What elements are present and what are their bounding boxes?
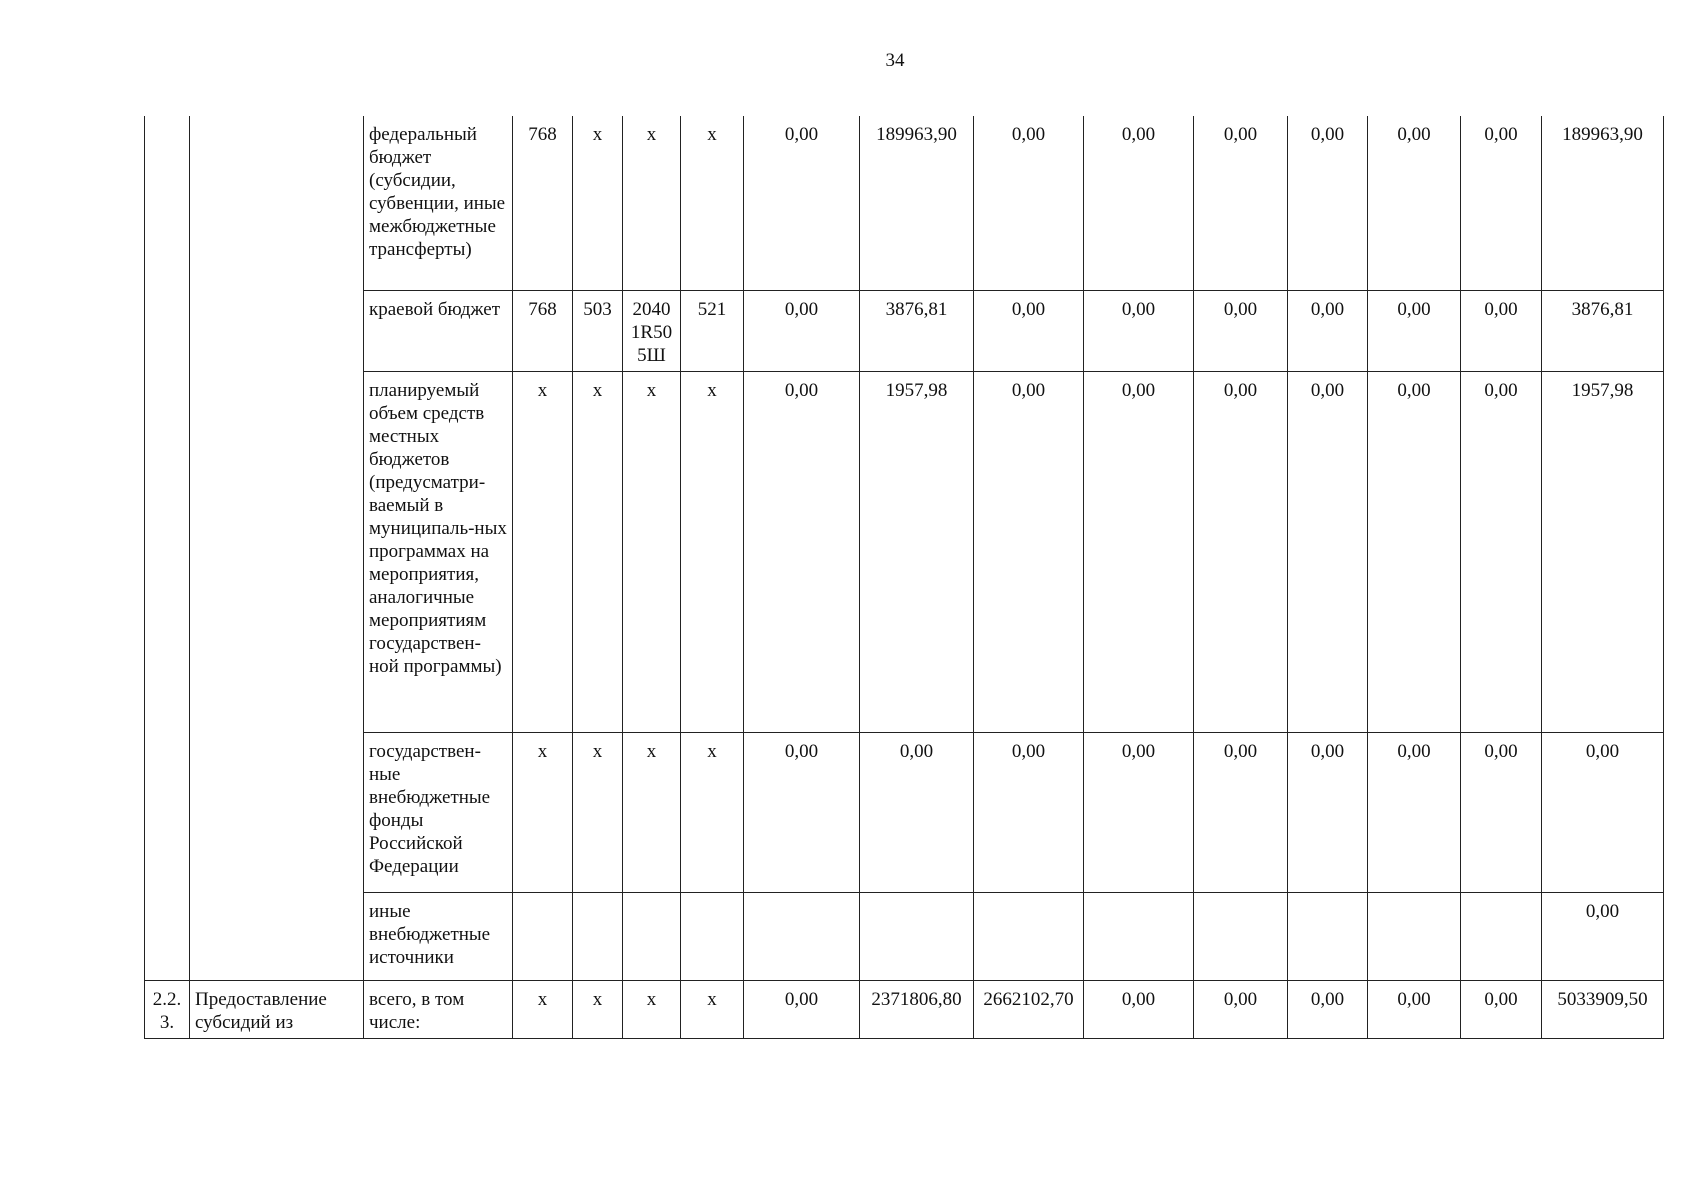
budget-code-cell: 521 — [681, 290, 744, 371]
amount-cell: 0,00 — [1194, 116, 1288, 290]
budget-code-cell: x — [623, 116, 681, 290]
amount-cell — [860, 892, 974, 980]
funding-source-cell: краевой бюджет — [364, 290, 513, 371]
measure-name-cell — [190, 732, 364, 892]
table-row — [145, 290, 1664, 371]
amount-cell: 0,00 — [1288, 116, 1368, 290]
funding-source-cell: планируемый объем средств местных бюджетов (предусматри-ваемый в муниципаль-ных программах на мероприятия, аналогичные мероприятиям государствен-ной программы) — [364, 371, 513, 732]
amount-cell: 0,00 — [1288, 980, 1368, 1038]
total-value-cell: 0,00 — [1542, 732, 1664, 892]
total-value-cell: 1957,98 — [1542, 371, 1664, 732]
measure-name-cell — [190, 892, 364, 980]
measure-name-cell — [190, 290, 364, 371]
amount-cell — [974, 892, 1084, 980]
table-row — [145, 892, 1664, 980]
amount-cell: 0,00 — [974, 290, 1084, 371]
row-number-cell — [145, 116, 190, 290]
funding-source-cell: государствен-ные внебюджетные фонды Российской Федерации — [364, 732, 513, 892]
amount-cell: 2371806,80 — [860, 980, 974, 1038]
table-row — [145, 732, 1664, 892]
amount-cell: 0,00 — [1288, 290, 1368, 371]
amount-cell: 189963,90 — [860, 116, 974, 290]
funding-source-cell: иные внебюджетные источники — [364, 892, 513, 980]
row-number-cell — [145, 371, 190, 732]
total-value-cell: 189963,90 — [1542, 116, 1664, 290]
budget-table — [144, 116, 1664, 1039]
table-row — [145, 371, 1664, 732]
amount-cell — [1288, 892, 1368, 980]
amount-cell: 0,00 — [974, 116, 1084, 290]
amount-cell: 0,00 — [1368, 732, 1461, 892]
amount-cell — [1368, 892, 1461, 980]
amount-cell: 0,00 — [1084, 732, 1194, 892]
row-number-cell: 2.2. 3. — [145, 980, 190, 1038]
budget-code-cell — [623, 892, 681, 980]
amount-cell: 2662102,70 — [974, 980, 1084, 1038]
amount-cell: 0,00 — [1368, 980, 1461, 1038]
total-value-cell: 0,00 — [1542, 892, 1664, 980]
amount-cell: 0,00 — [974, 732, 1084, 892]
amount-cell: 0,00 — [1194, 371, 1288, 732]
amount-cell: 0,00 — [744, 732, 860, 892]
total-value-cell: 5033909,50 — [1542, 980, 1664, 1038]
amount-cell: 0,00 — [1368, 290, 1461, 371]
budget-code-cell: x — [681, 732, 744, 892]
budget-code-cell: 768 — [513, 290, 573, 371]
amount-cell: 0,00 — [1461, 371, 1542, 732]
budget-code-cell: x — [573, 371, 623, 732]
amount-cell — [1084, 892, 1194, 980]
budget-code-cell: x — [513, 371, 573, 732]
amount-cell: 0,00 — [1461, 732, 1542, 892]
amount-cell: 1957,98 — [860, 371, 974, 732]
amount-cell: 0,00 — [744, 371, 860, 732]
amount-cell: 0,00 — [1194, 290, 1288, 371]
amount-cell: 0,00 — [1368, 116, 1461, 290]
amount-cell: 0,00 — [1194, 732, 1288, 892]
budget-code-cell: x — [573, 980, 623, 1038]
amount-cell: 0,00 — [744, 290, 860, 371]
amount-cell: 0,00 — [1461, 980, 1542, 1038]
budget-code-cell — [573, 892, 623, 980]
amount-cell: 0,00 — [1288, 732, 1368, 892]
table-row — [145, 116, 1664, 290]
budget-code-cell: x — [513, 980, 573, 1038]
amount-cell: 3876,81 — [860, 290, 974, 371]
budget-code-cell: 503 — [573, 290, 623, 371]
budget-code-cell: 2040 1R50 5Ш — [623, 290, 681, 371]
budget-code-cell: x — [573, 116, 623, 290]
row-number-cell — [145, 892, 190, 980]
amount-cell: 0,00 — [1084, 980, 1194, 1038]
table-body — [145, 116, 1664, 1038]
amount-cell: 0,00 — [974, 371, 1084, 732]
budget-code-cell: x — [513, 732, 573, 892]
budget-code-cell — [681, 892, 744, 980]
amount-cell: 0,00 — [1461, 116, 1542, 290]
funding-source-cell: федеральный бюджет (субсидии, субвенции, иные межбюджетные трансферты) — [364, 116, 513, 290]
budget-code-cell: x — [623, 732, 681, 892]
budget-code-cell: x — [681, 980, 744, 1038]
amount-cell: 0,00 — [1461, 290, 1542, 371]
page-number: 34 — [885, 50, 905, 71]
row-number-cell — [145, 290, 190, 371]
budget-code-cell: x — [573, 732, 623, 892]
amount-cell: 0,00 — [1368, 371, 1461, 732]
budget-code-cell: 768 — [513, 116, 573, 290]
amount-cell: 0,00 — [744, 980, 860, 1038]
amount-cell: 0,00 — [1288, 371, 1368, 732]
budget-code-cell: x — [681, 116, 744, 290]
budget-code-cell: x — [623, 980, 681, 1038]
measure-name-cell: Предоставление субсидий из — [190, 980, 364, 1038]
table-row — [145, 980, 1664, 1038]
measure-name-cell — [190, 116, 364, 290]
amount-cell: 0,00 — [1084, 290, 1194, 371]
amount-cell: 0,00 — [860, 732, 974, 892]
amount-cell — [1461, 892, 1542, 980]
row-number-cell — [145, 732, 190, 892]
total-value-cell: 3876,81 — [1542, 290, 1664, 371]
measure-name-cell — [190, 371, 364, 732]
amount-cell: 0,00 — [744, 116, 860, 290]
funding-source-cell: всего, в том числе: — [364, 980, 513, 1038]
amount-cell: 0,00 — [1084, 116, 1194, 290]
amount-cell: 0,00 — [1084, 371, 1194, 732]
amount-cell: 0,00 — [1194, 980, 1288, 1038]
amount-cell — [744, 892, 860, 980]
budget-code-cell: x — [681, 371, 744, 732]
amount-cell — [1194, 892, 1288, 980]
budget-code-cell: x — [623, 371, 681, 732]
budget-code-cell — [513, 892, 573, 980]
